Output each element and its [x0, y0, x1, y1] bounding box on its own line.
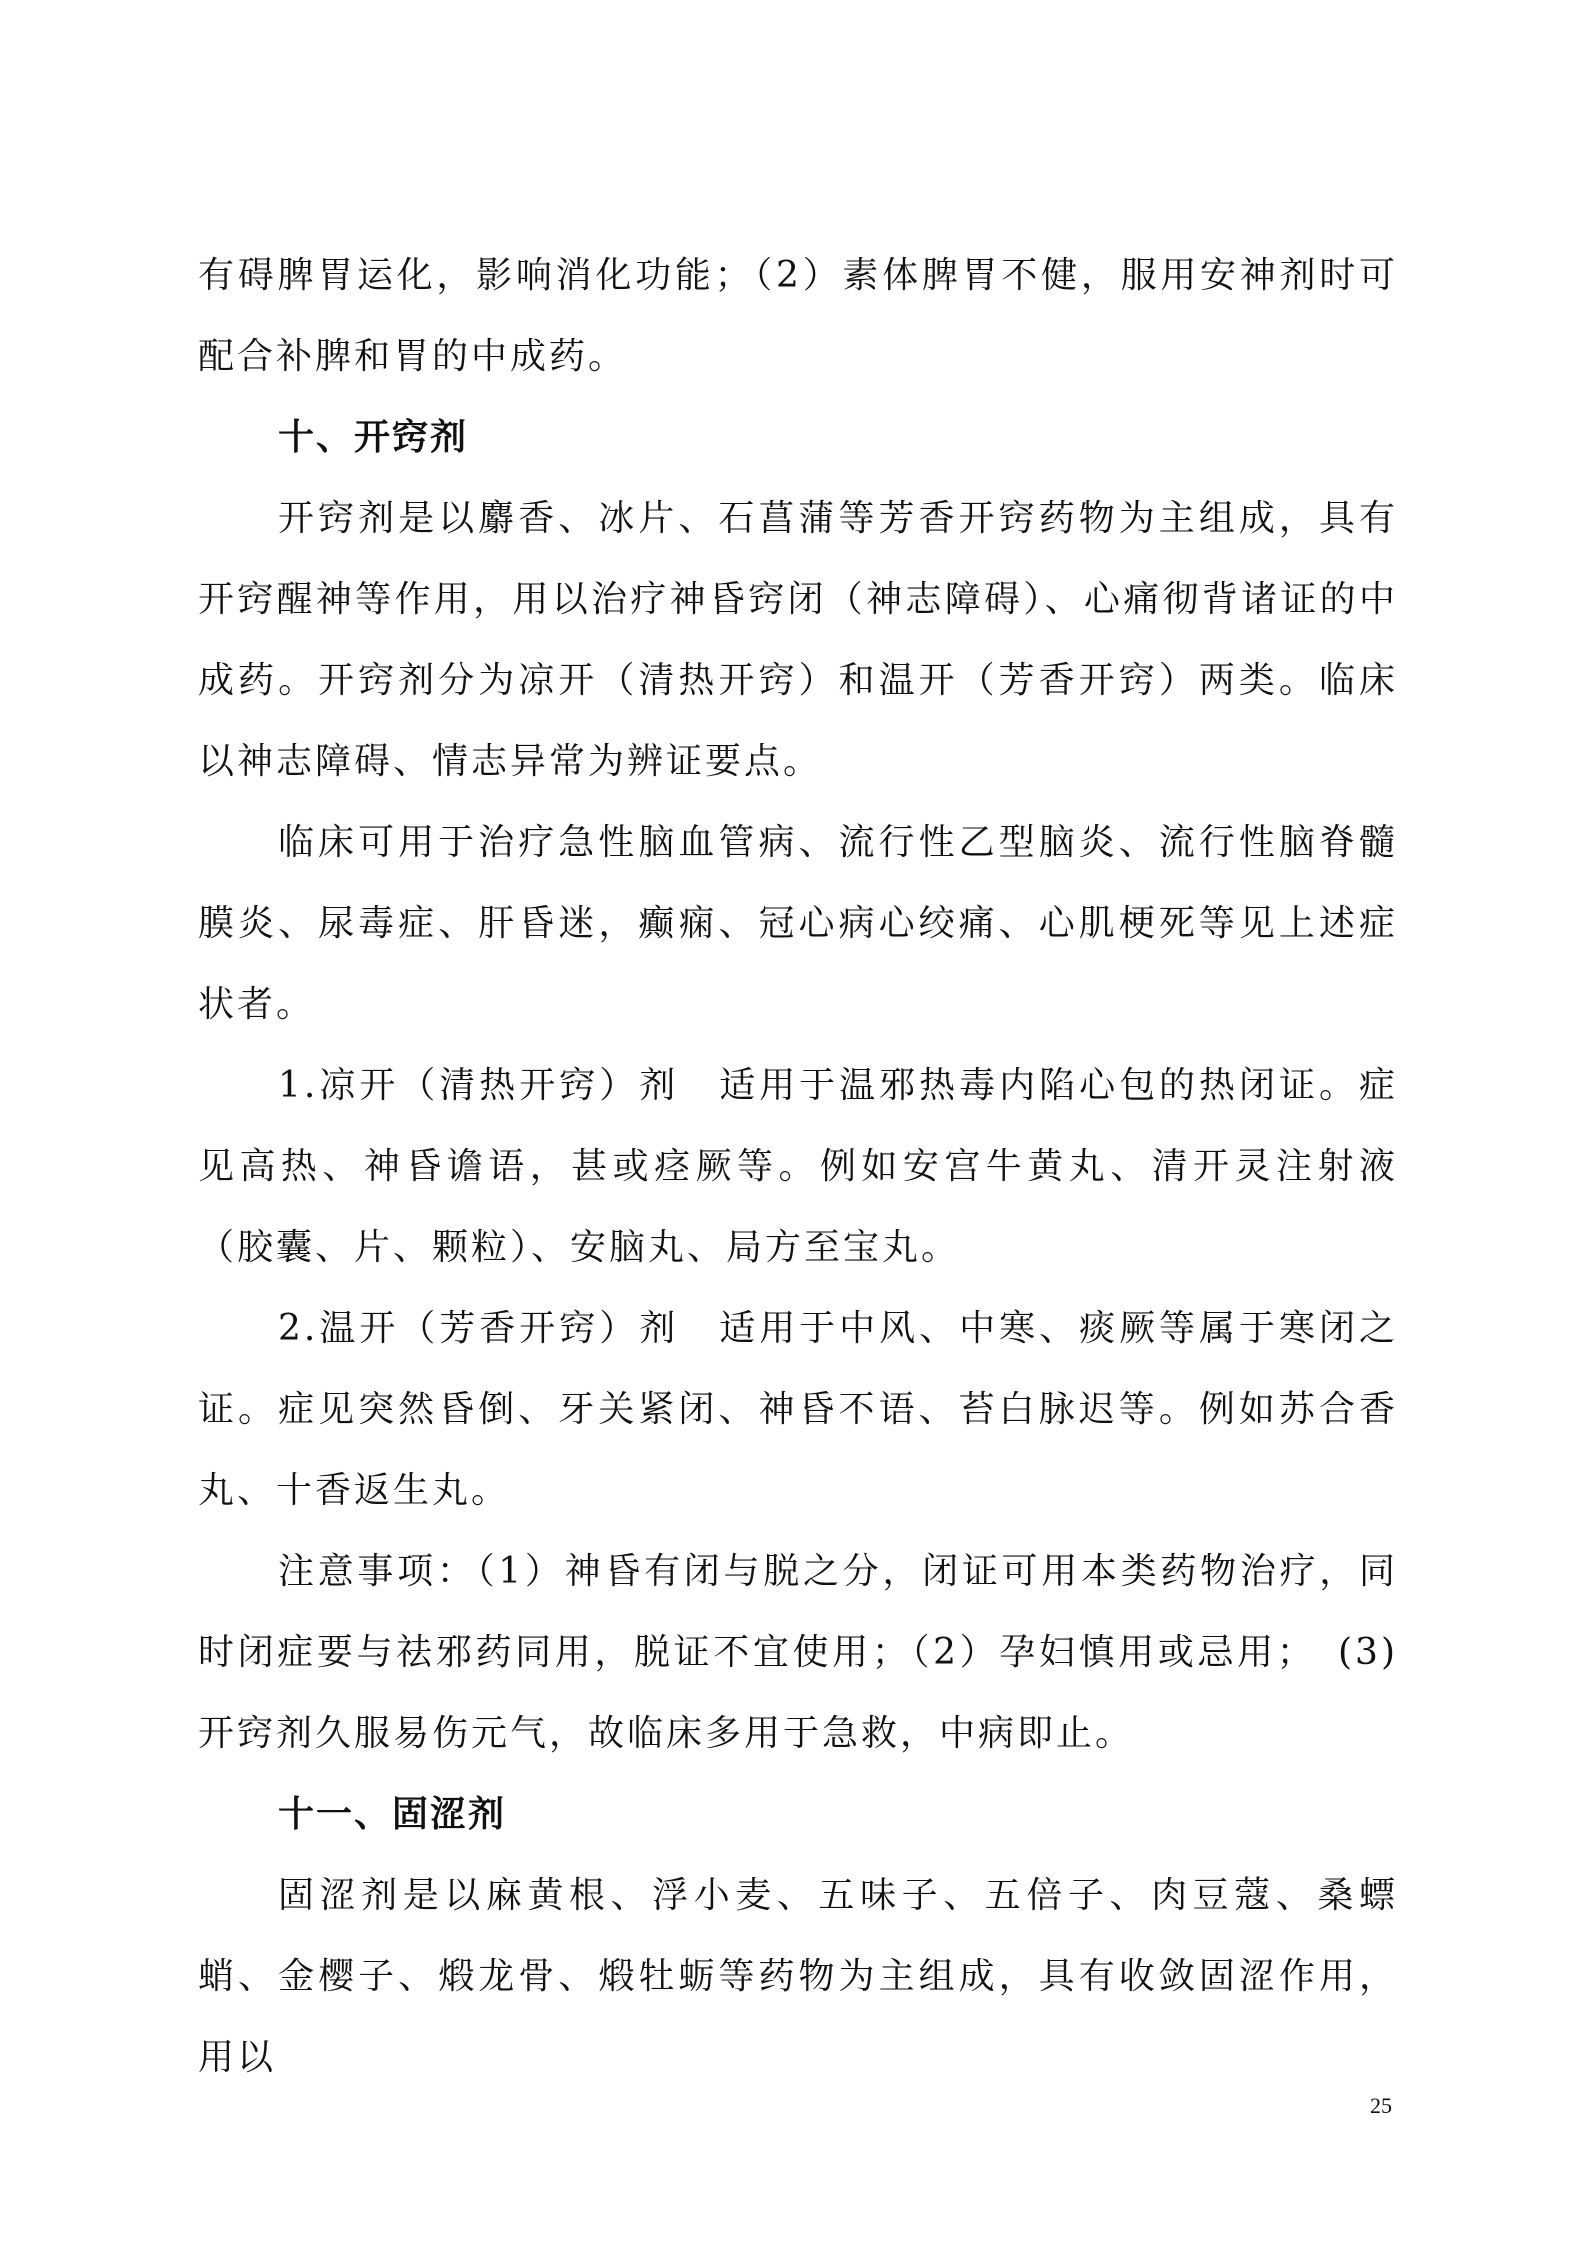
paragraph-liangkai: 1.凉开（清热开窍）剂 适用于温邪热毒内陷心包的热闭证。症见高热、神昏谵语，甚或痉厥等。例如安宫牛黄丸、清开灵注射液（胶囊、片、颗粒）、安脑丸、局方至宝丸。	[198, 1065, 1398, 1268]
paragraph-wenkai: 2.温开（芳香开窍）剂 适用于中风、中寒、痰厥等属于寒闭之证。症见突然昏倒、牙关紧闭、神昏不语、苔白脉迟等。例如苏合香丸、十香返生丸。	[198, 1308, 1398, 1511]
paragraph-continuation: 有碍脾胃运化，影响消化功能；（2）素体脾胃不健，服用安神剂时可配合补脾和胃的中成药。	[198, 255, 1398, 377]
page-number: 25	[1370, 2093, 1392, 2118]
section-heading-kaiqiaoji: 十、开窍剂	[278, 417, 469, 458]
paragraph-kaiqiaoji-clinical-use: 临床可用于治疗急性脑血管病、流行性乙型脑炎、流行性脑脊髓膜炎、尿毒症、肝昏迷，癫痫、冠心病心绞痛、心肌梗死等见上述症状者。	[198, 822, 1398, 1025]
body-text	[198, 235, 1398, 2098]
paragraph-precautions: 注意事项：（1）神昏有闭与脱之分，闭证可用本类药物治疗，同时闭症要与祛邪药同用，脱证不宜使用；（2）孕妇慎用或忌用； (3)开窍剂久服易伤元气，故临床多用于急救，中病即止。	[198, 1551, 1398, 1754]
paragraph-kaiqiaoji-definition: 开窍剂是以麝香、冰片、石菖蒲等芳香开窍药物为主组成，具有开窍醒神等作用，用以治疗神昏窍闭（神志障碍）、心痛彻背诸证的中成药。开窍剂分为凉开（清热开窍）和温开（芳香开窍）两类。临床以神志障碍、情志异常为辨证要点。	[198, 498, 1398, 782]
paragraph-guseji-definition: 固涩剂是以麻黄根、浮小麦、五味子、五倍子、肉豆蔻、桑螵蛸、金樱子、煅龙骨、煅牡蛎等药物为主组成，具有收敛固涩作用，用以	[198, 1875, 1398, 2078]
section-heading-guseji: 十一、固涩剂	[278, 1794, 507, 1835]
